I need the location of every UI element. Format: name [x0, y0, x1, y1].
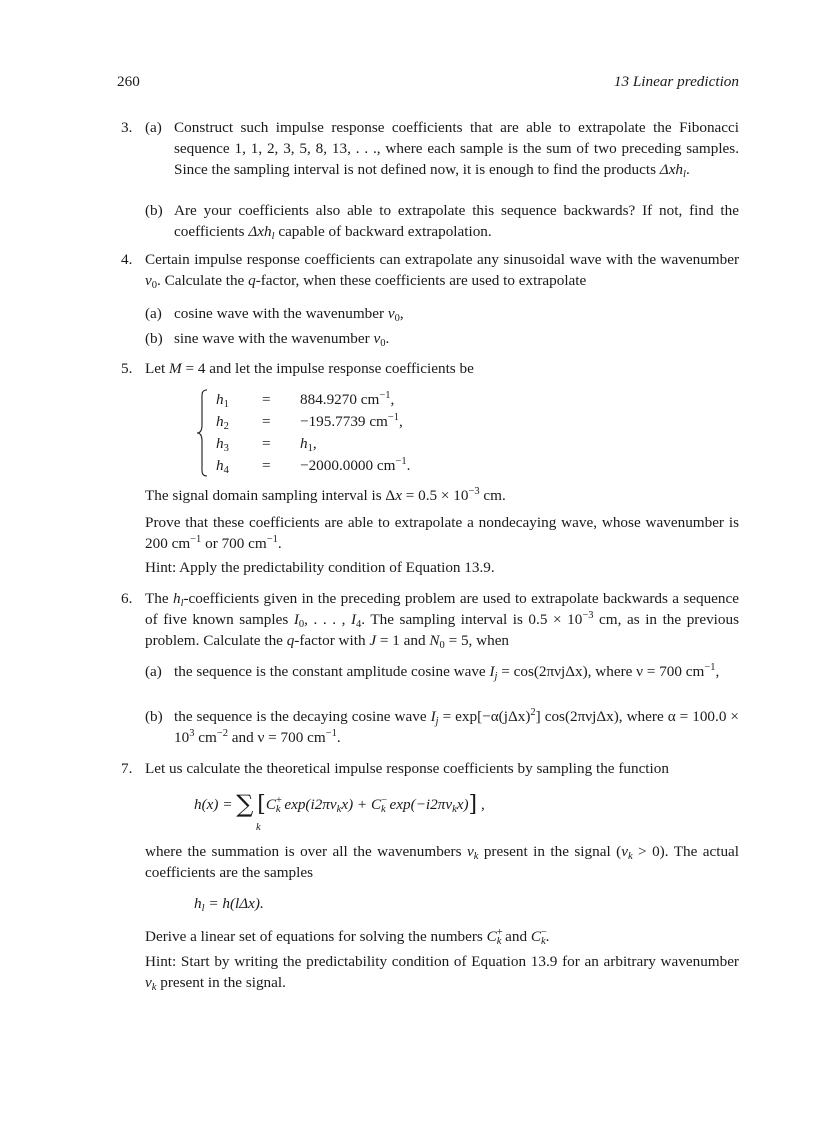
problem-7-hint: Hint: Start by writing the predictability condition of Equation 13.9 for an arbitrary wavenumber $\nu_k$ present in the signal. — [145, 953, 739, 993]
problem-3b-text: Are your coefficients also able to extrapolate this sequence backwards? If not, find the coefficients Δxh$_l$ capable of backward extrapolation. — [174, 202, 739, 242]
summation-symbol: ∑ — [236, 790, 254, 818]
problem-6a-text: the sequence is the constant amplitude cosine wave $I_j = \cos(2\pi\nu j\Delta x)$, where ν = 700 $cm^{-1}$, — [174, 662, 720, 682]
problem-5-number: 5. — [121, 360, 133, 377]
problem-5-prove: Prove that these coefficients are able to extrapolate a nondecaying wave, whose wavenumber is 200 $cm^{-1}$ or 700 $cm^{-1}$. — [145, 514, 739, 552]
coefficient-system: $h_1$ = 884.9270 $cm^{-1}$, $h_2$ = −195.7739 $cm^{-1}$, $h_3$ = $h_1$, $h_4$ = −2000.0000 $cm^{-1}$. — [196, 389, 436, 477]
problem-7-where: where the summation is over all the wavenumbers $\nu_k$ present in the signal $(\nu_k > 0)$. The actual coefficients are the samples — [145, 843, 740, 881]
problem-4-number: 4. — [121, 251, 133, 268]
problem-4a-label: (a) — [145, 305, 162, 322]
problem-5-intro: Let M = 4 and let the impulse response coefficients be — [145, 360, 474, 377]
problem-6b-label: (b) — [145, 708, 163, 725]
left-brace-icon — [196, 389, 208, 477]
problem-7-derive: Derive a linear set of equations for solving the numbers $C^+_k$ and $C^-_k$. — [145, 927, 550, 947]
problem-3-number: 3. — [121, 119, 133, 136]
running-title: 13 Linear prediction — [613, 73, 739, 90]
problem-4b-label: (b) — [145, 330, 163, 347]
problem-4a-text: cosine wave with the wavenumber $\nu_0$, — [174, 305, 404, 324]
equation-samples: $h_l = h(l\Delta x)$. — [194, 895, 264, 914]
problem-6a-label: (a) — [145, 663, 162, 680]
problem-4b-text: sine wave with the wavenumber $\nu_0$. — [174, 330, 390, 349]
problem-3a-label: (a) — [145, 119, 162, 136]
problem-6-number: 6. — [121, 590, 133, 607]
problem-5-hint: Hint: Apply the predictability condition of Equation 13.9. — [145, 559, 495, 576]
problem-7-number: 7. — [121, 760, 133, 777]
equation-h-of-x: h(x) = ∑ [$C^+_k$ $\exp(i2\pi\nu_kx) + C^-_k$ $\exp(-i2\pi\nu_kx)$] , — [194, 790, 485, 818]
problem-3b-label: (b) — [145, 202, 163, 219]
problem-7-intro: Let us calculate the theoretical impulse response coefficients by sampling the function — [145, 760, 669, 777]
page-header — [117, 71, 739, 91]
problem-5-sampling: The signal domain sampling interval is $\Delta x = 0.5 \times 10^{-3}$ cm. — [145, 486, 506, 504]
problem-4-text: Certain impulse response coefficients can extrapolate any sinusoidal wave with the wavenumber $\nu_0$. Calculate the q-factor, when these coefficients are used to extrapolate — [145, 251, 739, 291]
page-number: 260 — [117, 73, 140, 90]
problem-3a-text: Construct such impulse response coefficients that are able to extrapolate the Fibonacci sequence 1, 1, 2, 3, 5, 8, 13, . . ., where each sample is the sum of two preceding samples. Since the sampling interval is not defined now, it is enough to find the products Δxh$_l$. — [174, 119, 739, 180]
problem-6-text: The $h_l$-coefficients given in the preceding problem are used to extrapolate backwards a sequence of five known samples $I_0$, . . . , $I_4$. The sampling interval is $0.5 \times 10^{-3}$ cm, as in the previous problem. Calculate the q-factor with J = 1 and $N_0 = 5$, when — [145, 590, 739, 651]
summation-index: k — [256, 822, 261, 833]
problem-6b-text: the sequence is the decaying cosine wave $I_j = \exp[-\alpha(j\Delta x)^2]$ cos(2πνjΔx), where $\alpha = 100.0 \times 10^3$ $cm^{-2}$ and ν = 700 $cm^{-1}$. — [174, 707, 739, 746]
